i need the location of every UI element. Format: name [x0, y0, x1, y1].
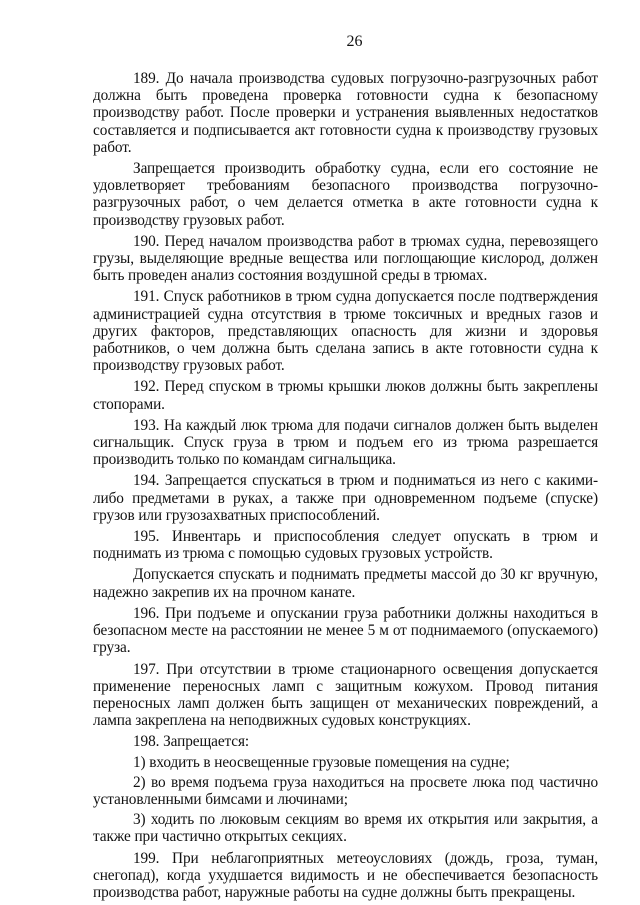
paragraph-193: 193. На каждый люк трюма для подачи сигналов должен быть выделен сигнальщик. Спуск груза в трюм и подъем его из трюма разрешается производить только по командам сигнальщика. — [93, 416, 598, 469]
list-item-198-2: 2) во время подъема груза находиться на просвете люка под частично установленными бимсами и лючинами; — [93, 773, 598, 808]
paragraph-195: 195. Инвентарь и приспособления следует опускать в трюм и поднимать из трюма с помощью судовых грузовых устройств. — [93, 528, 598, 563]
paragraph-199: 199. При неблагоприятных метеоусловиях (дождь, гроза, туман, снегопад), когда ухудшается видимость и не обеспечивается безопасность производства работ, наружные работы на судне должны быть прекращены. — [93, 849, 598, 901]
list-item-198-1: 1) входить в неосвещенные грузовые помещения на судне; — [133, 753, 510, 771]
paragraph-prohibition-processing: Запрещается производить обработку судна, если его состояние не удовлетворяет требованиям безопасного производства погрузочно-разгрузочных работ, о чем делается отметка в акте готовности судна к производству грузовых работ. — [93, 160, 598, 229]
paragraph-197: 197. При отсутствии в трюме стационарного освещения допускается применение переносных ламп с защитным кожухом. Провод питания переносных ламп должен быть защищен от механических повреждений, а лампа закреплена на неподвижных судовых конструкциях. — [93, 660, 598, 730]
list-item-198-3: 3) ходить по люковым секциям во время их открытия или закрытия, а также при частично открытых секциях. — [93, 811, 598, 846]
paragraph-manual-lifting: Допускается спускать и поднимать предметы массой до 30 кг вручную, надежно закрепив их на прочном канате. — [93, 566, 598, 601]
paragraph-190: 190. Перед началом производства работ в трюмах судна, перевозящего грузы, выделяющие вредные вещества или поглощающие кислород, должен быть проведен анализ состояния воздушной среды в трюмах. — [93, 232, 598, 285]
paragraph-194: 194. Запрещается спускаться в трюм и подниматься из него с какими-либо предметами в руках, а также при одновременном подъеме (спуске) грузов или грузозахватных приспособлений. — [93, 472, 598, 524]
paragraph-189: 189. До начала производства судовых погрузочно-разгрузочных работ должна быть проведена проверка готовности судна к безопасному производству работ. После проверки и устранения выявленных недостатков составляется и подписывается акт готовности судна к производству грузовых работ. — [93, 70, 598, 156]
paragraph-191: 191. Спуск работников в трюм судна допускается после подтверждения администрацией судна отсутствия в трюме токсичных и вредных газов и других факторов, представляющих опасность для жизни и здоровья работников, о чем должна быть сделана запись в акте готовности судна к производству грузовых работ. — [93, 288, 598, 375]
page-number: 26 — [346, 33, 363, 50]
paragraph-198: 198. Запрещается: — [133, 733, 250, 751]
paragraph-192: 192. Перед спуском в трюмы крышки люков должны быть закреплены стопорами. — [93, 378, 598, 413]
paragraph-196: 196. При подъеме и опускании груза работники должны находиться в безопасном месте на расстоянии не менее 5 м от поднимаемого (опускаемого) груза. — [93, 604, 598, 657]
